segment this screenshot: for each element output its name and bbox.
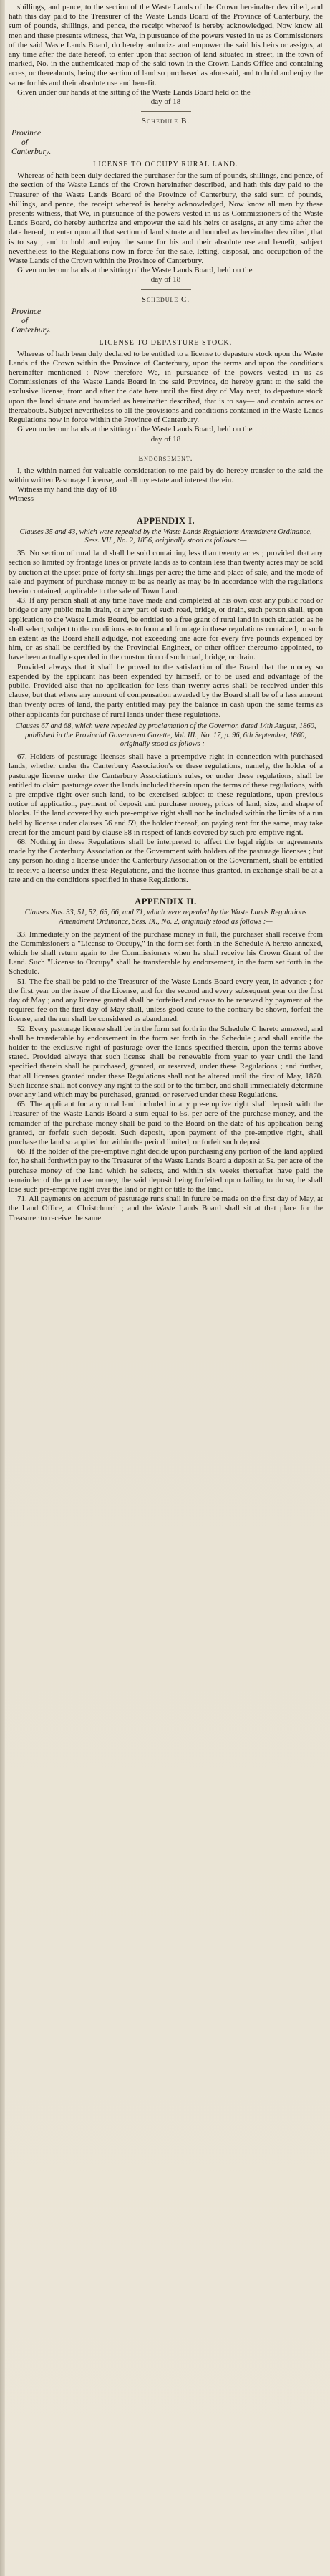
clause-43-proviso: Provided always that it shall be proved to the satisfaction of the Board that the money so expended by the applicant has been expended by himself, or to be used and advantage of the public. Provided also that no application for less than twenty acres shall be received under this clause, but that where any amount of compensation awarded by the Board shall be of a less amount than twenty acres of land, the party entitled may pay the balance in cash upon the same terms as other applicants for purchase of rural lands under these regulations. xyxy=(9,662,323,719)
schedule-c-day-line: day of 18 xyxy=(150,434,181,444)
endorsement-heading: Endorsement. xyxy=(138,454,193,463)
clause-65: 65. The applicant for any rural land included in any pre-emptive right shall deposit with the Treasurer of the Waste Lands Board a sum equal to 5s. per acre of the purchase money, and the remainder of the purchase money shall be paid to the Board on the date of his application being granted, or forfeit such deposit. Such deposit, upon payment of the pre-emptive right, shall purchase the land so applied for within the period limited, or forfeit such deposit. xyxy=(9,1100,323,1147)
appendix-1 xyxy=(9,515,323,890)
schedule-b-body: Whereas of hath been duly declared the purchaser for the sum of pounds, shillings, and pence, of the section of the Waste Lands of the Crown hereinafter described, and hath this day paid to the Treasurer of the Waste Lands Board of the Province of Canterbury, the said sum of pounds, shillings, and pence, the receipt whereof is hereby acknowledged, Now know all men by these presents witness, that We, in pursuance of the powers vested in us as Commissioners of the Waste Lands Board, do hereby authorize and empower the said his heirs or assigns, at any time after the date hereof, to enter upon all that section of land situate and bounded as hereinafter described, that is to say ; and to hold and enjoy the same for his and their absolute use and benefit, subject nevertheless to the Regulations now in force for the sale, letting, disposal, and occupation of the Waste Lands of the Crown within the Province of Canterbury. xyxy=(9,171,323,266)
endorsement-witness-label: Witness xyxy=(9,494,34,504)
appendix-2-heading: APPENDIX II. xyxy=(135,896,197,906)
schedule-c-heading: Schedule C. xyxy=(141,295,190,304)
clause-33: 33. Immediately on the payment of the purchase money in full, the purchaser shall receive from the Commissioners a "License to Occupy," in the form set forth in the Schedule A hereto annexed, which he shall return again to the Commissioners when he shall receive his Crown Grant of the Land. Such "License to Occupy" shall be transferable by endorsement, in the form set forth in the Schedule. xyxy=(9,929,323,977)
clause-71: 71. All payments on account of pasturage runs shall in future be made on the first day of May, at the Land Office, at Christchurch ; and the Waste Lands Board shall sit at that place for the Treasurer to receive the same. xyxy=(9,1194,323,1222)
province-word: Province xyxy=(11,129,42,138)
clause-35: 35. No section of rural land shall be sold containing less than twenty acres ; provided that any section so limited by frontage lines or private lands as to contain less than twenty acres may be sold by auction at the upset price of forty shillings per acre; the time and place of sale, and the mode of sale and payment of purchase money to be as nearly as may be in accordance with the regulations herein contained, applicable to the sale of Town Land. xyxy=(9,549,323,595)
province-of: of xyxy=(21,138,28,148)
schedule-c-body: Whereas of hath been duly declared to be entitled to a license to depasture stock upon the Waste Lands of the Crown within the Province of Canterbury, upon the terms and upon the conditions hereinafter mentioned : Now therefore We, in pursuance of the powers vested in us as Commissioners of the Waste Lands Board in the said Province, do hereby grant to the said the exclusive license, from and after the date here until the first day of May next, to depasture stock upon the land situate and bounded as hereinafter described, that is to say— and contain acres or thereabouts. Subject nevertheless to all the provisions and conditions contained in the Waste Lands Regulations now in force within the Province of Canterbury. xyxy=(9,349,323,425)
appendix-1-heading: APPENDIX I. xyxy=(136,515,195,526)
appendix-2 xyxy=(9,896,323,1223)
endorsement-witness: Witness my hand this day of 18 xyxy=(17,485,117,494)
province-name: Canterbury. xyxy=(11,325,52,335)
clause-52: 52. Every pasturage license shall be in the form set forth in the Schedule C hereto annexed, and shall be transferable by endorsement in the form set forth in the Schedule ; and shall entitle the holder to the exclusive right of pasturage over the lands specified therein, upon the terms above stated. Provided always that such license shall be renewable from year to year until the land specified therein shall be purchased, granted, or reserved, under these Regulations ; and further, that all licenses granted under these Regulations shall not be altered until the first of May, 1870. Such license shall not convey any right to the soil or to the timber, and shall immediately determine over any land which may be purchased, granted, or reserved under these Regulations. xyxy=(9,1024,323,1100)
divider xyxy=(141,289,191,290)
province-name: Canterbury. xyxy=(11,148,52,157)
divider xyxy=(141,889,191,890)
schedule-b xyxy=(9,116,323,289)
appendix-1-subheading-2: Clauses 67 and 68, which were repealed by proclamation of the Governor, dated 14th August, 1860, published in the Provincial Government Gazette, Vol. III., No. 17, p. 96, 6th September, 1860, originally stood as follows :— xyxy=(15,722,316,749)
schedule-c-title: LICENSE TO DEPASTURE STOCK. xyxy=(99,338,233,347)
schedule-b-province xyxy=(11,129,323,157)
schedule-a-tail xyxy=(9,3,323,112)
province-word: Province xyxy=(11,307,42,316)
clause-67: 67. Holders of pasturage licenses shall have a preemptive right in connection with purchased lands, whether under the Canterbury Association's or these regulations, namely, the holder of a pasturage license under the Canterbury Association's rules, or under these regulations, shall be entitled to claim pasturage over the lands included therein upon the terms of these regulations, with a pre-emptive right over such land, to be exercised subject to these regulations, upon previous notice of application, payment of deposit and purchase money, prices of land, size, and shape of blocks. If the land covered by such pre-emptive right shall not be included within the limits of a run held by license under clauses 56 and 59, the holder thereof, on paying rent for the same, may take credit for the amount paid by clause 58 in respect of lands covered by such pre-emptive right. xyxy=(9,752,323,837)
schedule-b-heading: Schedule B. xyxy=(141,117,190,126)
endorsement-body: I, the within-named for valuable consideration to me paid by do hereby transfer to the said the within written Pasturage License, and all my estate and interest therein. xyxy=(9,466,323,484)
clause-43: 43. If any person shall at any time have made and completed at his own cost any public road or bridge or any public main drain, or any part of such road, bridge, or drain, such person shall, upon application to the Waste Lands Board, be entitled to a free grant of rural land in such situation as he shall select, subject to the conditions as to form and frontage in these regulations contained, to such an extent as the Board shall adjudge, not exceeding one acre for every five pounds expended by him, or as shall be certified by the Provincial Engineer, or other officer thereunto appointed, to have been actually expended in the construction of such road, bridge, or drain. xyxy=(9,596,323,662)
schedule-b-day-line: day of 18 xyxy=(150,275,181,284)
schedule-c-given: Given under our hands at the sitting of the Waste Lands Board, held on the xyxy=(17,425,253,434)
divider xyxy=(141,111,191,112)
schedule-b-given: Given under our hands at the sitting of the Waste Lands Board, held on the xyxy=(17,266,253,275)
endorsement xyxy=(9,454,323,509)
schedule-c xyxy=(9,295,323,449)
appendix-1-subheading: Clauses 35 and 43, which were repealed by the Waste Lands Regulations Amendment Ordinance, Sess. VII., No. 2, 1856, originally stood as follows :— xyxy=(19,527,312,545)
clause-68: 68. Nothing in these Regulations shall be interpreted to affect the legal rights or agreements made by the Canterbury Association or the Government with holders of the pasturage licenses ; but any person holding a license under the Canterbury Association or the Government, shall be entitled to receive a license under these Regulations, and the license thus granted, in exchange shall be at a rate and on the conditions specified in these Regulations. xyxy=(9,837,323,884)
clause-66: 66. If the holder of the pre-emptive right decide upon purchasing any portion of the land applied for, he shall forthwith pay to the Treasurer of the Waste Lands Board a deposit at 5s. per acre of the purchase money of the land which he selects, and within six weeks thereafter have paid the remainder of the purchase money, the said deposit being forfeited upon failing to do so, he shall lose such pre-emptive right over the land or right or title to the land. xyxy=(9,1147,323,1194)
province-of: of xyxy=(21,316,28,325)
schedule-a-body: shillings, and pence, to the section of the Waste Lands of the Crown hereinafter described, and hath this day paid to the Treasurer of the Waste Lands Board of the Province of Canterbury, the sum of pounds, shillings, and pence, the receipt whereof is hereby acknowledged, Now know all men and these presents witness, that We, in pursuance of the powers vested in us as Commissioners of the said Waste Lands Board, do hereby authorize and empower the said his heirs or assigns, at any time after the date hereof, to enter upon that section of land situated in street, in the town of marked, No. in the authenticated map of the said town in the Crown Lands Office and containing acres, or thereabouts, being the section of land so purchased as aforesaid, and to hold and enjoy the same for his and their absolute use and benefit. xyxy=(9,3,323,87)
page-gutter xyxy=(0,0,5,2576)
schedule-c-province xyxy=(11,307,323,335)
clause-51: 51. The fee shall be paid to the Treasurer of the Waste Lands Board every year, in advance ; for the first year on the issue of the License, and for the second and every subsequent year on the first day of May ; and any license granted shall be forfeited and cease to be renewed by payment of the required fee on the first day of May shall, unless good cause to the contrary be shown, forfeit the license, and the run shall be considered as abandoned. xyxy=(9,977,323,1024)
schedule-a-given: Given under our hands at the sitting of the Waste Lands Board held on the xyxy=(17,87,251,97)
schedule-a-day-line: day of 18 xyxy=(150,97,181,107)
schedule-b-title: LICENSE TO OCCUPY RURAL LAND. xyxy=(93,161,238,169)
appendix-2-subheading: Clauses Nos. 33, 51, 52, 65, 66, and 71, which were repealed by the Waste Lands Regulations Amendment Ordinance, Sess. IX., No. 2, originally stood as follows :— xyxy=(24,909,307,926)
